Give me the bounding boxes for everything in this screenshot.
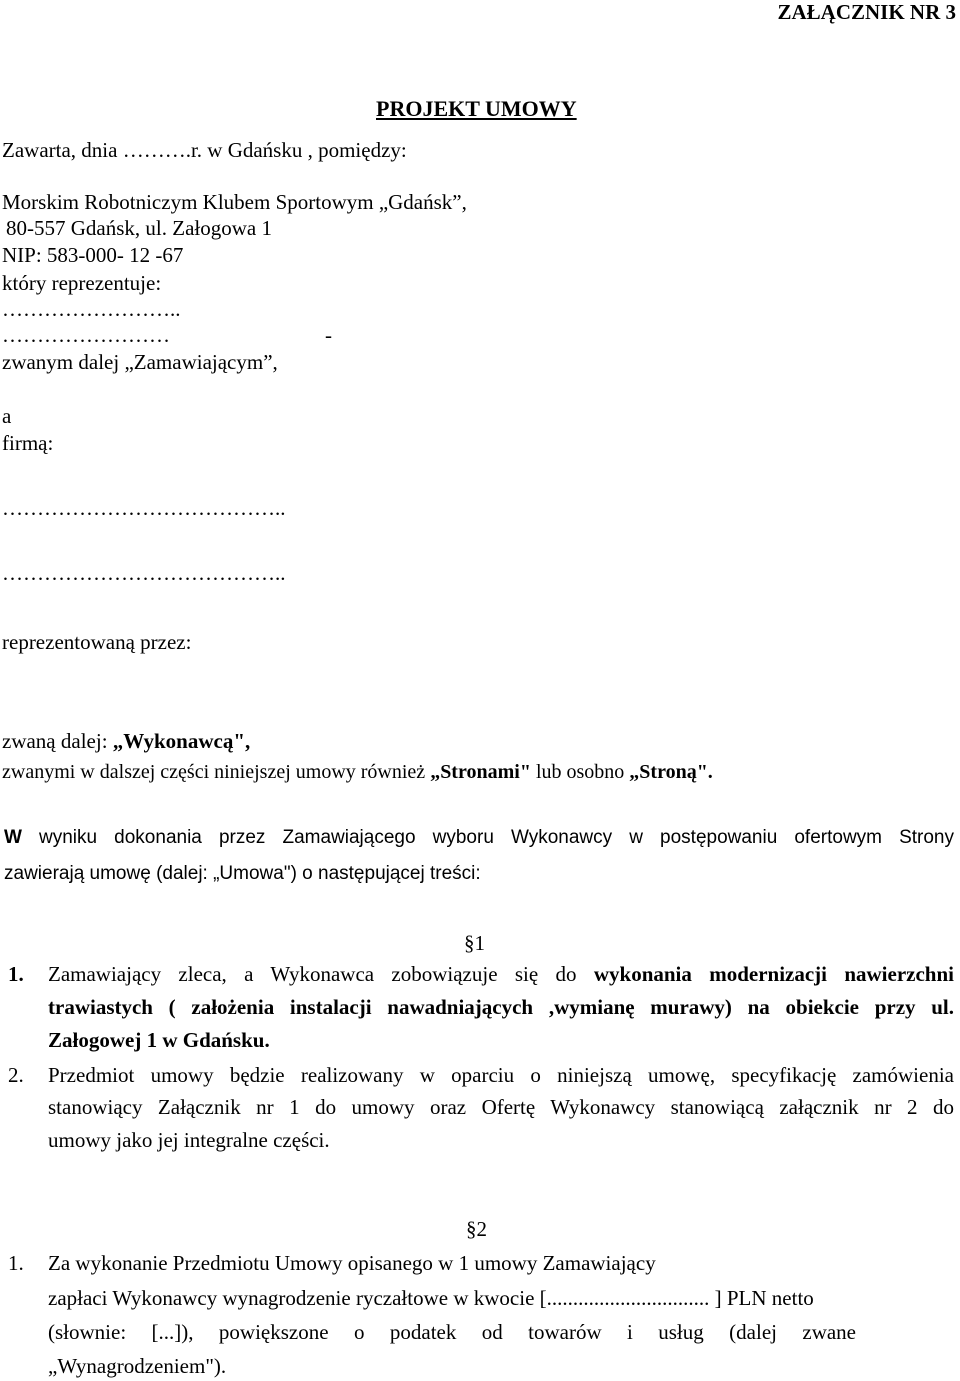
dots-line: ………………………………….. <box>2 496 286 520</box>
s1-p2-line-1: Przedmiot umowy będzie realizowany w oparciu o niniejszą umowę, specyfikację zamówienia <box>48 1063 954 1087</box>
result-text: wyniku dokonania przez Zamawiającego wyboru Wykonawcy w postępowaniu ofertowym Strony <box>21 827 954 848</box>
s1-p1-number: 1. <box>8 962 24 986</box>
result-line-2: zawierają umowę (dalej: „Umowa") o następującej treści: <box>4 863 481 884</box>
dots-line: …………………… <box>2 323 170 347</box>
s2-p1-line-4: „Wynagrodzeniem"). <box>48 1354 227 1378</box>
s2-p1-line-1: Za wykonanie Przedmiotu Umowy opisanego w 1 umowy Zamawiający <box>48 1251 656 1275</box>
called-contractor <box>2 731 250 752</box>
party1-name: Morskim Robotniczym Klubem Sportowym „Gdańsk”, <box>2 190 467 214</box>
and-word: a <box>2 404 12 428</box>
contractor-term: „Wykonawcą", <box>112 729 251 753</box>
s2-p1-line-2: zapłaci Wykonawcy wynagrodzenie ryczałtowe w kwocie [............................... ] PLN netto <box>48 1286 814 1310</box>
s1-p2-line-3: umowy jako jej integralne części. <box>48 1128 330 1152</box>
parties-middle: lub osobno <box>530 761 630 783</box>
section-number: 2 <box>476 1217 487 1241</box>
document-title: PROJEKT UMOWY <box>376 96 577 121</box>
s1-p1-line-1 <box>48 964 954 985</box>
section-1-heading <box>464 933 485 954</box>
parties-definition <box>2 762 713 782</box>
attachment-label: ZAŁĄCZNIK NR 3 <box>777 0 956 24</box>
party-term: „Stroną". <box>629 761 713 783</box>
represented-by: który reprezentuje: <box>2 271 162 295</box>
result-bold-letter: W <box>4 827 22 848</box>
parties-prefix: zwanymi w dalszej części niniejszej umowy również <box>2 761 431 783</box>
called-contractor-prefix: zwaną dalej: <box>2 729 113 753</box>
parties-term: „Stronami" <box>430 761 531 783</box>
party1-nip: NIP: 583-000- 12 -67 <box>2 243 184 267</box>
result-line-1 <box>4 828 954 847</box>
dash: - <box>325 323 332 347</box>
s1-p1-bold: wykonania modernizacji nawierzchni <box>593 962 954 986</box>
dots-line: …………………….. <box>2 297 181 321</box>
s1-p1-line-2: trawiastych ( założenia instalacji nawadniających ,wymianę murawy) na obiekcie przy ul. <box>48 995 954 1019</box>
section-sign-icon: § <box>466 1217 477 1241</box>
s2-p1-number: 1. <box>8 1251 24 1275</box>
party1-address: 80-557 Gdańsk, ul. Załogowa 1 <box>6 216 272 240</box>
called-orderer: zwanym dalej „Zamawiającym”, <box>2 350 278 374</box>
s1-p1-normal: Zamawiający zleca, a Wykonawca zobowiązuje się do <box>48 962 594 986</box>
dots-line: ………………………………….. <box>2 561 286 585</box>
s1-p2-number: 2. <box>8 1063 24 1087</box>
represented-by-2: reprezentowaną przez: <box>2 630 192 654</box>
section-2-heading <box>466 1219 487 1240</box>
concluded-line: Zawarta, dnia ……….r. w Gdańsku , pomiędzy: <box>2 138 407 162</box>
s2-p1-line-3: (słownie: [...]), powiększone o podatek od towarów i usług (dalej zwane <box>48 1320 856 1344</box>
s1-p1-line-3: Załogowej 1 w Gdańsku. <box>48 1028 270 1052</box>
section-number: 1 <box>474 931 485 955</box>
s1-p2-line-2: stanowiący Załącznik nr 1 do umowy oraz Ofertę Wykonawcy stanowiącą załącznik nr 2 do <box>48 1095 954 1119</box>
section-sign-icon: § <box>464 931 475 955</box>
company-label: firmą: <box>2 431 54 455</box>
